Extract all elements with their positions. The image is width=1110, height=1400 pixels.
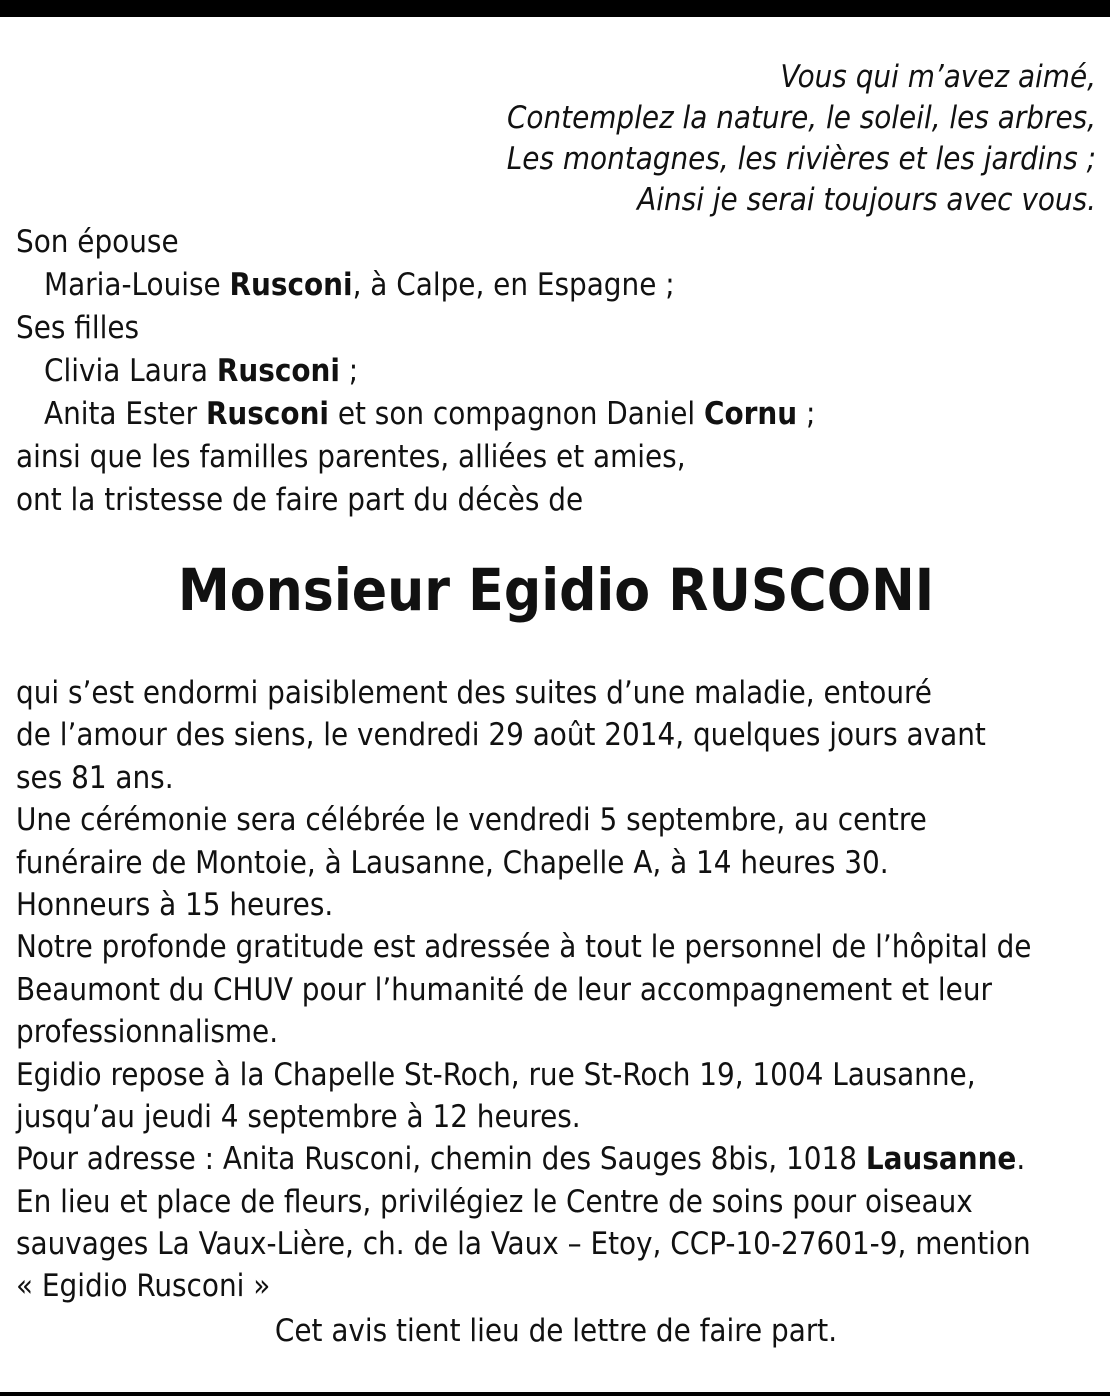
address-line <box>16 1138 1031 1180</box>
body-line: jusqu’au jeudi 4 septembre à 12 heures. <box>16 1098 581 1135</box>
poem-line: Vous qui m’avez aimé, <box>780 59 1096 95</box>
address-city: Lausanne <box>865 1141 1017 1178</box>
partner-last-name: Cornu <box>704 396 798 432</box>
deceased-name: Monsieur Egidio RUSCONI <box>177 556 935 624</box>
body-line: Notre profonde gratitude est adressée à tout le personnel de l’hôpital de <box>16 929 1032 966</box>
body-line: Beaumont du CHUV pour l’humanité de leur accompagnement et leur <box>16 971 992 1008</box>
partner-text: et son compagnon Daniel <box>328 396 705 432</box>
body-line: Egidio repose à la Chapelle St-Roch, rue St-Roch 19, 1004 Lausanne, <box>16 1056 976 1093</box>
family-list <box>16 221 815 522</box>
closing-note: Cet avis tient lieu de lettre de faire part. <box>274 1313 838 1349</box>
other-families: ainsi que les familles parentes, alliées et amies, <box>16 439 686 475</box>
body-line: Une cérémonie sera célébrée le vendredi 5 septembre, au centre <box>16 802 927 839</box>
daughter-line <box>16 393 815 436</box>
poem-line: Les montagnes, les rivières et les jardins ; <box>506 141 1096 177</box>
poem-line: Contemplez la nature, le soleil, les arbres, <box>506 100 1096 136</box>
donation-line: En lieu et place de fleurs, privilégiez le Centre de soins pour oiseaux <box>16 1183 973 1220</box>
spouse-location: , à Calpe, en Espagne ; <box>352 267 675 303</box>
body-line: funéraire de Montoie, à Lausanne, Chapelle A, à 14 heures 30. <box>16 844 889 881</box>
daughter-line-end: ; <box>797 396 816 432</box>
daughter-line-end: ; <box>339 353 359 389</box>
daughter-first-name: Clivia Laura <box>44 353 217 389</box>
daughter-first-name: Anita Ester <box>44 396 206 432</box>
body-line: qui s’est endormi paisiblement des suites d’une maladie, entouré <box>16 675 932 711</box>
notice-body <box>16 672 1031 1308</box>
address-suffix: . <box>1016 1141 1026 1178</box>
spouse-last-name: Rusconi <box>229 267 353 303</box>
spouse-heading: Son épouse <box>16 224 179 260</box>
spouse-line <box>16 264 815 307</box>
body-line: ses 81 ans. <box>16 759 174 796</box>
announcement-line: ont la tristesse de faire part du décès de <box>16 482 584 518</box>
spouse-first-name: Maria-Louise <box>44 267 230 303</box>
poem-line: Ainsi je serai toujours avec vous. <box>637 182 1096 218</box>
address-prefix: Pour adresse : Anita Rusconi, chemin des Sauges 8bis, 1018 <box>16 1141 866 1178</box>
daughter-last-name: Rusconi <box>216 353 340 389</box>
body-line: Honneurs à 15 heures. <box>16 886 334 923</box>
daughter-last-name: Rusconi <box>205 396 329 432</box>
daughter-line <box>16 350 815 393</box>
body-line: de l’amour des siens, le vendredi 29 août 2014, quelques jours avant <box>16 717 986 754</box>
bottom-rule <box>0 1392 1110 1396</box>
poem <box>507 57 1096 221</box>
top-rule <box>0 0 1110 17</box>
donation-line: « Egidio Rusconi » <box>16 1268 271 1305</box>
donation-line: sauvages La Vaux-Lière, ch. de la Vaux – Etoy, CCP-10-27601-9, mention <box>16 1226 1031 1263</box>
daughters-heading: Ses filles <box>16 310 140 346</box>
body-line: professionnalisme. <box>16 1014 279 1051</box>
